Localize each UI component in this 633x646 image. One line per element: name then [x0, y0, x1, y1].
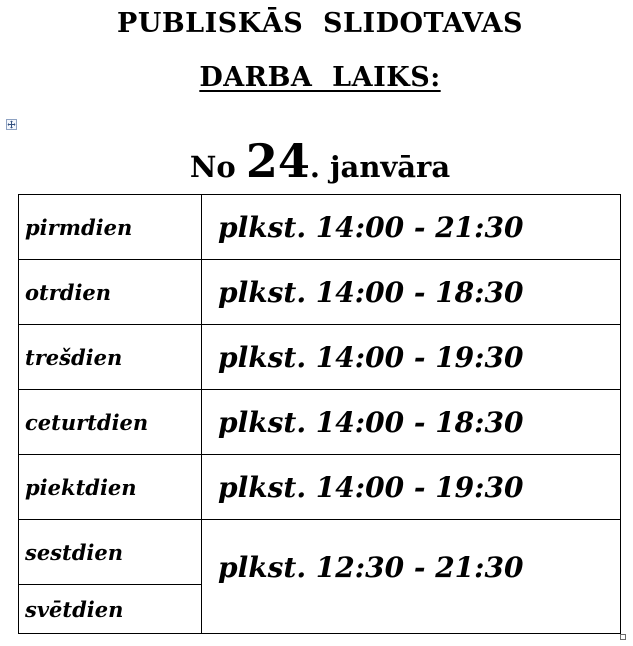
table-row — [19, 195, 621, 260]
day-cell: ceturtdien — [19, 390, 202, 455]
table-move-handle-icon[interactable] — [6, 119, 17, 130]
table-row — [19, 260, 621, 325]
page-subtitle: DARBA LAIKS: — [199, 62, 441, 93]
day-cell: svētdien — [19, 585, 202, 634]
date-day-number: 24 — [245, 134, 310, 188]
table-row — [19, 390, 621, 455]
day-cell: piektdien — [19, 455, 202, 520]
date-prefix: No — [189, 150, 246, 184]
time-cell: plkst. 14:00 - 19:30 — [202, 325, 621, 390]
page-title: PUBLISKĀS SLIDOTAVAS — [117, 8, 523, 39]
table-row — [19, 455, 621, 520]
schedule-table — [18, 194, 621, 634]
time-cell: plkst. 14:00 - 18:30 — [202, 260, 621, 325]
time-cell: plkst. 14:00 - 21:30 — [202, 195, 621, 260]
time-cell: plkst. 14:00 - 19:30 — [202, 455, 621, 520]
day-cell: trešdien — [19, 325, 202, 390]
date-suffix: . janvāra — [309, 150, 451, 184]
table-resize-handle-icon[interactable] — [620, 634, 626, 640]
day-cell: sestdien — [19, 520, 202, 585]
time-cell: plkst. 14:00 - 18:30 — [202, 390, 621, 455]
day-cell: otrdien — [19, 260, 202, 325]
effective-date — [0, 134, 633, 188]
table-row — [19, 520, 621, 585]
time-cell-weekend: plkst. 12:30 - 21:30 — [202, 520, 621, 634]
day-cell: pirmdien — [19, 195, 202, 260]
table-row — [19, 325, 621, 390]
